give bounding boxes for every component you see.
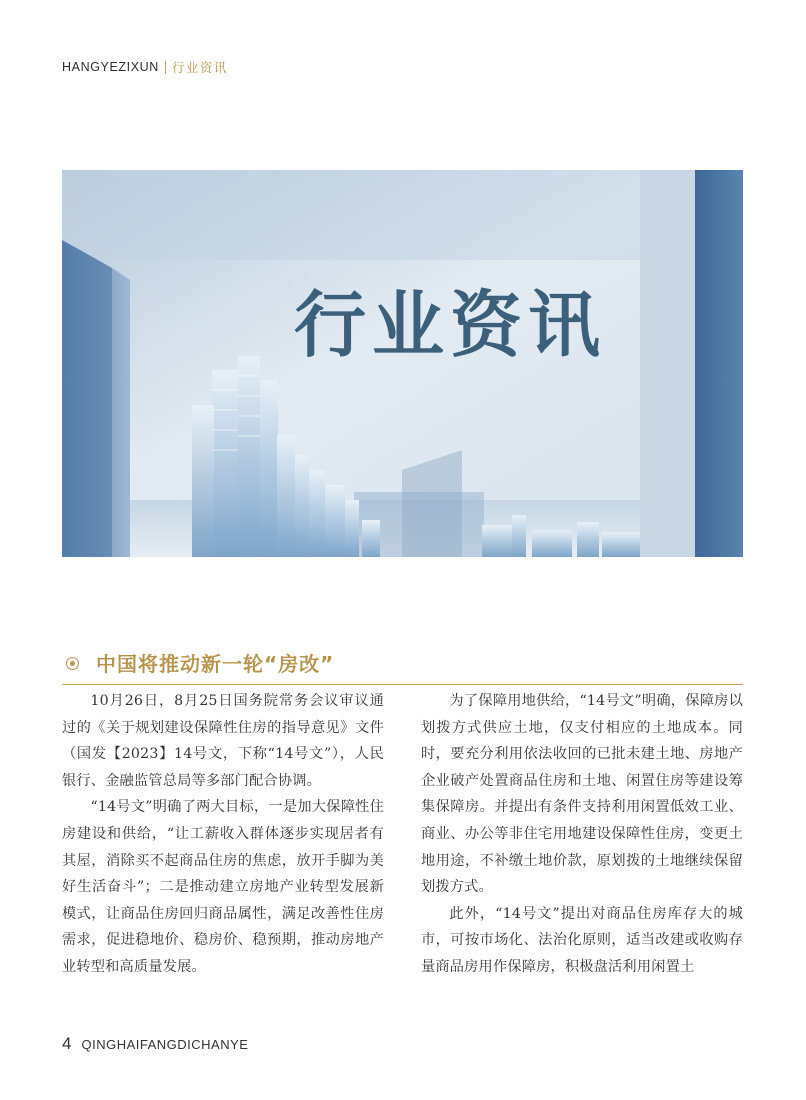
running-header xyxy=(62,57,228,77)
article-column-right xyxy=(421,688,743,981)
header-divider xyxy=(165,61,166,74)
paragraph: 10月26日，8月25日国务院常务会议审议通过的《关于规划建设保障性住房的指导意见》文件（国发【2023】14号文，下称“14号文”），人民银行、金融监管总局等多部门配合协调。 xyxy=(62,693,384,789)
section-heading-text: 中国将推动新一轮“房改” xyxy=(96,652,335,676)
page-number: 4 xyxy=(62,1034,72,1053)
banner-title: 行业资讯 xyxy=(294,282,607,367)
paragraph: 此外，“14号文”提出对商品住房库存大的城市，可按市场化、法治化原则，适当改建或收购存量商品房用作保障房，积极盘活利用闲置土 xyxy=(421,905,743,975)
header-pinyin: HANGYEZIXUN xyxy=(62,60,159,74)
paragraph: “14号文”明确了两大目标，一是加大保障性住房建设和供给，“让工薪收入群体逐步实现居者有其屋，消除买不起商品住房的焦虑，放开手脚为美好生活奋斗”；二是推动建立房地产业转型发展新模式，让商品住房回归商品属性，满足改善性住房需求，促进稳地价、稳房价、稳预期，推动房地产业转型和高质量发展。 xyxy=(62,799,384,975)
paragraph: 为了保障用地供给，“14号文”明确，保障房以划拨方式供应土地，仅支付相应的土地成本。同时，要充分利用依法收回的已批未建土地、房地产企业破产处置商品住房和土地、闲置住房等建设筹集保障房。并提出有条件支持利用闲置低效工业、商业、办公等非住宅用地建设保障性住房，变更土地用途，不补缴土地价款，原划拨的土地继续保留划拨方式。 xyxy=(421,693,743,896)
page-footer xyxy=(62,1033,248,1055)
magazine-name: QINGHAIFANGDICHANYE xyxy=(81,1036,249,1052)
header-section-name: 行业资讯 xyxy=(171,60,228,75)
banner-image xyxy=(62,170,743,557)
article-column-left xyxy=(62,688,384,981)
section-heading xyxy=(62,650,743,685)
bullet-ring-icon xyxy=(66,657,79,670)
